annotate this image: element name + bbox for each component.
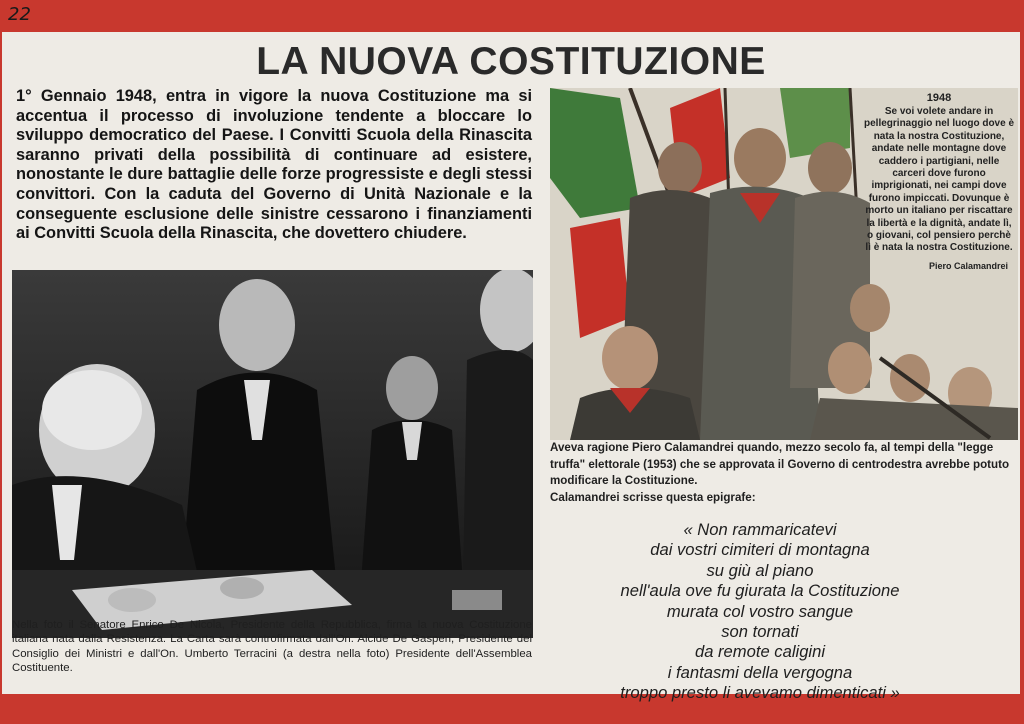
page-title: LA NUOVA COSTITUZIONE — [256, 40, 766, 83]
epigraph-line: da remote caligini — [694, 642, 826, 662]
right-paragraph-epigraph-intro: Calamandrei scrisse questa epigrafe: — [550, 490, 756, 504]
intro-paragraph: 1° Gennaio 1948, entra in vigore la nuova Costituzione ma si accentua il processo di involuzione tendente a bloccare lo sviluppo democratico del Paese. I Convitti Scuola della Rinascita saranno privati della possibilità di continuare ad esistere, nonostante le dure battaglie delle forze progressiste e degli stessi convittori. Con la caduta del Governo di Unità Nazionale e la conseguente esclusione delle sinistre cessarono i finanziamenti ai Convitti Scuola della Rinascita, che dovettero chiudere. — [16, 87, 532, 243]
epigraph-line: su giù al piano — [706, 560, 814, 580]
epigraph-line: troppo presto li avevamo dimenticati » — [620, 683, 900, 703]
epigraph-line: « Non rammaricatevi — [683, 520, 837, 539]
page-number: 22 — [8, 4, 31, 25]
right-paragraph — [550, 440, 1016, 506]
calamandrei-quote — [864, 92, 1014, 271]
quote-year: 1948 — [926, 92, 952, 104]
epigraph-line: nell'aula ove fu giurata la Costituzione — [620, 581, 900, 601]
epigraph-line: i fantasmi della vergogna — [667, 662, 853, 682]
quote-text: Se voi volete andare in pellegrinaggio nel luogo dove è nata la nostra Costituzione, andate nelle montagne dove caddero i partigiani, nelle carceri dove furono imprigionati, nei campi dove furono impiccati. Dovunque è morto un italiano per riscattare la libertà e la dignità, andate lì, o giovani, col pensiero perchè lì è nata la nostra Costituzione. — [864, 106, 1015, 254]
epigraph — [550, 520, 970, 704]
right-paragraph-text: Aveva ragione Piero Calamandrei quando, mezzo secolo fa, al tempi della "legge truffa" elettorale (1953) che se approvata il Governo di centrodestra avrebbe potuto modificare la Costituzione. — [550, 441, 1010, 488]
epigraph-line: son tornati — [721, 622, 799, 642]
photo-caption: Nella foto il Senatore Enrico De Nicola, Presidente della Repubblica, firma la nuova Costituzione italiana nata dalla Resistenza. La Carta sarà controfirmata dall'On. Alcide De Gasperi, Presidente del Consiglio dei Ministri e dall'On. Umberto Terracini (a destra nella foto) Presidente dell'Assemblea Costituente. — [12, 619, 532, 674]
signing-photo — [12, 270, 533, 638]
content-panel — [2, 32, 1020, 703]
epigraph-line: murata col vostro sangue — [666, 601, 854, 621]
partisans-painting — [550, 88, 1018, 440]
quote-author: Piero Calamandrei — [928, 260, 1008, 271]
epigraph-line: dai vostri cimiteri di montagna — [650, 540, 870, 560]
